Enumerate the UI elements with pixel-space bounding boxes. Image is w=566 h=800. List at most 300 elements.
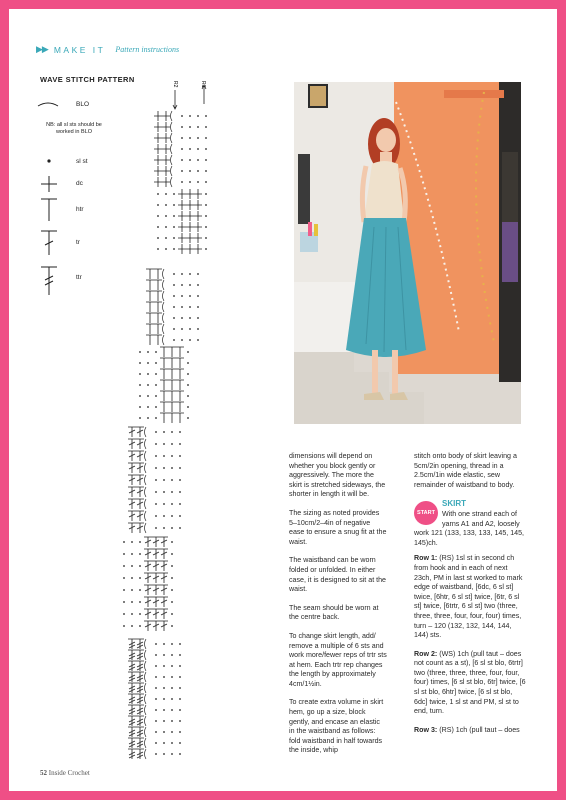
chart-symbol	[163, 491, 165, 493]
chart-symbol	[171, 753, 173, 755]
chart-symbol	[128, 523, 136, 533]
chart-symbol	[178, 233, 186, 243]
chart-symbol	[145, 672, 147, 682]
model-photo-illustration	[294, 82, 521, 424]
chart-symbol	[181, 273, 183, 275]
chart-symbol	[157, 193, 159, 195]
chart-symbol	[144, 597, 152, 607]
chart-symbol	[123, 613, 125, 615]
chart-symbol	[163, 455, 165, 457]
legend-htr: htr	[76, 206, 84, 213]
chart-symbol	[178, 244, 186, 254]
paragraph: dimensions will depend on whether you block gently or aggressively. The more the skirt is stretched sideways, the shorter in length it will be.	[289, 452, 386, 499]
chart-symbol	[128, 727, 136, 737]
ttr-symbol-icon	[40, 266, 58, 296]
chart-symbol	[160, 561, 168, 571]
chart-symbol	[160, 347, 168, 357]
chart-symbol	[171, 553, 173, 555]
chart-symbol	[152, 573, 160, 583]
chart-symbol	[160, 573, 168, 583]
chart-symbol	[176, 369, 184, 379]
row-label-r1: R1	[200, 81, 206, 88]
chart-symbol	[205, 237, 207, 239]
chart-symbol	[144, 609, 152, 619]
chart-symbol	[197, 170, 199, 172]
chart-symbol	[197, 181, 199, 183]
chart-symbol	[136, 475, 144, 485]
chart-symbol	[197, 126, 199, 128]
chart-symbol	[181, 115, 183, 117]
chart-symbol	[155, 417, 157, 419]
chart-symbol	[128, 487, 136, 497]
chart-symbol	[145, 738, 147, 748]
chart-symbol	[145, 475, 147, 485]
chart-symbol	[168, 347, 176, 357]
chart-symbol	[131, 601, 133, 603]
section-header	[36, 44, 179, 55]
chart-symbol	[187, 351, 189, 353]
chart-symbol	[163, 643, 165, 645]
chart-symbol	[163, 280, 165, 290]
chart-symbol	[136, 650, 144, 660]
chart-symbol	[128, 511, 136, 521]
chart-symbol	[123, 601, 125, 603]
chart-symbol	[136, 749, 144, 759]
chart-symbol	[173, 273, 175, 275]
chart-symbol	[179, 467, 181, 469]
blo-symbol-icon	[36, 100, 60, 108]
chart-symbol	[189, 170, 191, 172]
chart-symbol	[194, 222, 202, 232]
chart-symbol	[139, 553, 141, 555]
chart-symbol	[179, 731, 181, 733]
chart-symbol	[197, 137, 199, 139]
legend-blo: BLO	[76, 101, 90, 108]
chart-symbol	[136, 727, 144, 737]
chart-symbol	[155, 443, 157, 445]
chart-symbol	[173, 226, 175, 228]
chart-symbol	[205, 137, 207, 139]
chart-symbol	[145, 705, 147, 715]
chart-symbol	[128, 439, 136, 449]
chart-symbol	[179, 443, 181, 445]
chart-symbol	[171, 625, 173, 627]
chart-symbol	[139, 395, 141, 397]
chart-symbol	[194, 233, 202, 243]
chart-symbol	[147, 373, 149, 375]
chart-symbol	[171, 589, 173, 591]
chart-symbol	[131, 565, 133, 567]
chart-symbol	[179, 654, 181, 656]
chart-symbol	[194, 244, 202, 254]
chart-symbol	[171, 515, 173, 517]
chart-symbol	[171, 565, 173, 567]
chart-symbol	[189, 273, 191, 275]
chart-symbol	[145, 499, 147, 509]
chart-symbol	[165, 226, 167, 228]
chart-symbol	[128, 650, 136, 660]
chart-symbol	[173, 237, 175, 239]
chart-symbol	[171, 541, 173, 543]
chart-symbol	[163, 698, 165, 700]
row-arrow-up-icon	[202, 85, 206, 104]
chart-symbol	[186, 222, 194, 232]
chart-symbol	[155, 709, 157, 711]
chart-symbol	[160, 413, 168, 423]
double-arrow-icon: ▶▶	[36, 44, 48, 54]
chart-symbol	[155, 455, 157, 457]
chart-symbol	[146, 324, 154, 334]
chart-symbol	[179, 665, 181, 667]
chart-symbol	[136, 427, 144, 437]
chart-symbol	[163, 335, 165, 345]
chart-symbol	[187, 362, 189, 364]
chart-symbol	[181, 317, 183, 319]
chart-symbol	[139, 625, 141, 627]
chart-symbol	[136, 683, 144, 693]
row1-text: (RS) 1sl st in second ch from hook and in each of next 23ch, PM in last st worked to mark edge of waistband, [6dc, 6 sl st] twice, [6htr, 6 sl st] twice, [6tr, 6 sl st] twice, [6trtr, 6 sl st] two (three, three, three, four, four, four) times, turn – 120 (132, 132, 144, 144, 144) sts.	[414, 554, 523, 640]
chart-symbol	[179, 720, 181, 722]
chart-symbol	[173, 215, 175, 217]
paragraph: To create extra volume in skirt hem, go up a size, block gently, and encase an elastic in the waistband as follows: fold waistband in half towards the inside, whip	[289, 698, 384, 755]
chart-symbols	[123, 111, 207, 759]
chart-symbol	[173, 284, 175, 286]
chart-symbol	[152, 609, 160, 619]
chart-symbol	[155, 351, 157, 353]
chart-symbol	[139, 541, 141, 543]
chart-symbol	[155, 431, 157, 433]
chart-symbol	[171, 155, 173, 165]
chart-symbol	[136, 523, 144, 533]
chart-symbol	[146, 269, 154, 279]
chart-symbol	[123, 577, 125, 579]
paragraph: To change skirt length, add/ remove a multiple of 6 sts and work more/fewer reps of trtr sts at hem. Each trtr rep changes the length by approximately 4cm/1½in.	[289, 631, 387, 688]
chart-symbol	[176, 380, 184, 390]
chart-symbol	[171, 720, 173, 722]
chart-symbol	[163, 467, 165, 469]
chart-symbol	[152, 549, 160, 559]
slst-symbol-icon	[46, 158, 52, 164]
chart-symbol	[136, 672, 144, 682]
chart-symbol	[168, 413, 176, 423]
chart-symbol	[171, 698, 173, 700]
chart-symbol	[157, 237, 159, 239]
row1-label: Row 1:	[414, 554, 438, 563]
chart-symbol	[160, 380, 168, 390]
chart-symbol	[145, 683, 147, 693]
skirt-intro: With one strand each of yarns A1 and A2, loosely work 121 (133, 133, 133, 145, 145, 145)ch.	[414, 509, 525, 547]
chart-symbol	[173, 328, 175, 330]
paragraph: stitch onto body of skirt leaving a 5cm/2in opening, thread in a 2.5cm/1in wide elastic, sew remainder of waistband to body.	[414, 452, 517, 489]
chart-symbol	[205, 170, 207, 172]
chart-symbol	[163, 302, 165, 312]
chart-symbol	[145, 487, 147, 497]
chart-symbol	[197, 339, 199, 341]
chart-symbol	[186, 244, 194, 254]
chart-symbol	[171, 654, 173, 656]
chart-symbol	[128, 683, 136, 693]
chart-symbol	[136, 487, 144, 497]
chart-symbol	[139, 406, 141, 408]
chart-symbol	[136, 499, 144, 509]
chart-symbol	[181, 137, 183, 139]
chart-symbol	[197, 284, 199, 286]
chart-symbol	[147, 395, 149, 397]
chart-symbol	[128, 427, 136, 437]
chart-symbol	[205, 181, 207, 183]
chart-symbol	[146, 280, 154, 290]
chart-symbol	[131, 541, 133, 543]
chart-symbol	[205, 193, 207, 195]
chart-symbol	[128, 705, 136, 715]
chart-symbol	[162, 166, 170, 176]
chart-symbol	[145, 439, 147, 449]
chart-symbol	[181, 159, 183, 161]
chart-symbol	[205, 126, 207, 128]
chart-symbol	[155, 527, 157, 529]
legend-dc: dc	[76, 180, 83, 187]
chart-symbol	[154, 133, 162, 143]
chart-symbol	[165, 248, 167, 250]
chart-symbol	[189, 137, 191, 139]
chart-symbol	[179, 515, 181, 517]
chart-symbol	[145, 639, 147, 649]
chart-symbol	[152, 597, 160, 607]
chart-symbol	[128, 749, 136, 759]
chart-symbol	[189, 339, 191, 341]
chart-symbol	[171, 577, 173, 579]
skirt-photo	[294, 82, 521, 424]
chart-symbol	[173, 204, 175, 206]
chart-symbol	[145, 661, 147, 671]
chart-symbol	[163, 654, 165, 656]
chart-symbol	[131, 589, 133, 591]
chart-symbol	[136, 738, 144, 748]
chart-symbol	[152, 561, 160, 571]
section-title: MAKE IT	[53, 44, 106, 55]
text-column-2	[289, 452, 387, 765]
chart-symbol	[136, 463, 144, 473]
chart-symbol	[176, 413, 184, 423]
chart-symbol	[155, 373, 157, 375]
chart-symbol	[168, 391, 176, 401]
chart-symbol	[163, 527, 165, 529]
chart-symbol	[155, 362, 157, 364]
chart-symbol	[160, 369, 168, 379]
dc-symbol-icon	[40, 175, 58, 193]
skirt-heading: SKIRT	[442, 499, 466, 509]
chart-symbol	[147, 362, 149, 364]
chart-symbol	[144, 549, 152, 559]
chart-symbol	[163, 742, 165, 744]
chart-symbol	[123, 541, 125, 543]
chart-symbol	[154, 280, 162, 290]
chart-symbol	[171, 122, 173, 132]
chart-symbol	[146, 335, 154, 345]
chart-symbol	[145, 427, 147, 437]
chart-symbol	[145, 523, 147, 533]
chart-symbol	[171, 643, 173, 645]
chart-symbol	[160, 585, 168, 595]
chart-symbol	[171, 177, 173, 187]
chart-symbol	[181, 284, 183, 286]
chart-symbol	[162, 144, 170, 154]
chart-symbol	[171, 144, 173, 154]
chart-symbol	[154, 313, 162, 323]
chart-symbol	[163, 443, 165, 445]
chart-symbol	[154, 324, 162, 334]
chart-symbol	[186, 211, 194, 221]
chart-symbol	[123, 565, 125, 567]
chart-symbol	[171, 709, 173, 711]
chart-symbol	[181, 126, 183, 128]
chart-symbol	[136, 705, 144, 715]
chart-symbol	[136, 694, 144, 704]
chart-symbol	[173, 317, 175, 319]
chart-symbol	[157, 226, 159, 228]
chart-symbol	[155, 503, 157, 505]
chart-symbol	[205, 204, 207, 206]
chart-symbol	[165, 193, 167, 195]
chart-symbol	[160, 537, 168, 547]
chart-symbol	[163, 479, 165, 481]
chart-symbol	[160, 549, 168, 559]
chart-symbol	[152, 537, 160, 547]
chart-symbol	[194, 200, 202, 210]
chart-symbol	[123, 553, 125, 555]
chart-symbol	[128, 672, 136, 682]
chart-symbol	[155, 720, 157, 722]
chart-symbol	[171, 687, 173, 689]
chart-symbol	[136, 451, 144, 461]
chart-symbol	[155, 491, 157, 493]
chart-symbol	[189, 159, 191, 161]
chart-symbol	[163, 515, 165, 517]
chart-symbol	[123, 589, 125, 591]
chart-symbol	[139, 373, 141, 375]
chart-symbol	[176, 402, 184, 412]
chart-symbol	[173, 339, 175, 341]
chart-symbol	[145, 727, 147, 737]
chart-symbol	[136, 716, 144, 726]
chart-symbol	[173, 248, 175, 250]
chart-symbol	[171, 431, 173, 433]
chart-symbol	[171, 731, 173, 733]
chart-symbol	[168, 358, 176, 368]
chart-symbol	[179, 455, 181, 457]
chart-symbol	[128, 475, 136, 485]
chart-symbol	[168, 369, 176, 379]
chart-symbol	[186, 189, 194, 199]
chart-symbol	[160, 609, 168, 619]
chart-symbol	[163, 291, 165, 301]
chart-symbol	[154, 291, 162, 301]
chart-symbol	[139, 577, 141, 579]
chart-symbol	[155, 515, 157, 517]
chart-symbol	[186, 233, 194, 243]
chart-symbol	[157, 248, 159, 250]
chart-symbol	[145, 511, 147, 521]
chart-symbol	[171, 503, 173, 505]
chart-symbol	[189, 284, 191, 286]
chart-symbol	[155, 467, 157, 469]
chart-symbol	[155, 698, 157, 700]
htr-symbol-icon	[40, 198, 58, 222]
chart-symbol	[163, 313, 165, 323]
start-badge: START	[414, 501, 438, 525]
chart-symbol	[131, 613, 133, 615]
row3-label: Row 3:	[414, 725, 438, 734]
chart-symbol	[154, 122, 162, 132]
chart-symbol	[147, 417, 149, 419]
pattern-title: WAVE STITCH PATTERN	[40, 75, 135, 84]
chart-symbol	[181, 339, 183, 341]
chart-symbol	[171, 443, 173, 445]
chart-symbol	[171, 742, 173, 744]
chart-symbol	[139, 362, 141, 364]
chart-symbol	[189, 295, 191, 297]
chart-symbol	[189, 328, 191, 330]
chart-symbol	[168, 402, 176, 412]
chart-symbol	[160, 402, 168, 412]
chart-symbol	[139, 613, 141, 615]
page-footer	[40, 769, 90, 777]
chart-symbol	[179, 503, 181, 505]
chart-symbol	[160, 597, 168, 607]
chart-symbol	[187, 406, 189, 408]
row3-text: (RS) 1ch (pull taut – does	[439, 725, 520, 734]
chart-symbol	[171, 613, 173, 615]
chart-symbol	[173, 306, 175, 308]
chart-symbol	[157, 215, 159, 217]
chart-symbol	[168, 380, 176, 390]
chart-symbol	[173, 193, 175, 195]
chart-symbol	[163, 665, 165, 667]
chart-symbol	[144, 561, 152, 571]
chart-symbol	[144, 621, 152, 631]
chart-symbol	[147, 384, 149, 386]
chart-symbol	[162, 122, 170, 132]
chart-symbol	[163, 687, 165, 689]
chart-symbol	[179, 676, 181, 678]
chart-symbol	[178, 189, 186, 199]
chart-symbol	[139, 565, 141, 567]
chart-symbol	[189, 126, 191, 128]
chart-symbol	[145, 650, 147, 660]
legend-note: NB: all sl sts should be worked in BLO	[46, 122, 102, 135]
chart-symbol	[171, 479, 173, 481]
chart-symbol	[176, 347, 184, 357]
chart-symbol	[162, 155, 170, 165]
chart-symbol	[179, 698, 181, 700]
chart-symbol	[128, 451, 136, 461]
chart-symbol	[146, 313, 154, 323]
chart-symbol	[136, 439, 144, 449]
chart-symbol	[197, 328, 199, 330]
chart-symbol	[152, 585, 160, 595]
chart-symbol	[155, 687, 157, 689]
chart-symbol	[155, 676, 157, 678]
chart-symbol	[205, 215, 207, 217]
watermark: PassionForum.ru	[485, 784, 546, 793]
chart-symbol	[178, 211, 186, 221]
chart-symbol	[187, 395, 189, 397]
chart-symbol	[197, 159, 199, 161]
paragraph: The waistband can be worn folded or unfolded. In either case, it is designed to sit at the waist.	[289, 556, 387, 594]
chart-symbol	[179, 527, 181, 529]
chart-symbol	[163, 709, 165, 711]
row2-label: Row 2:	[414, 649, 438, 658]
